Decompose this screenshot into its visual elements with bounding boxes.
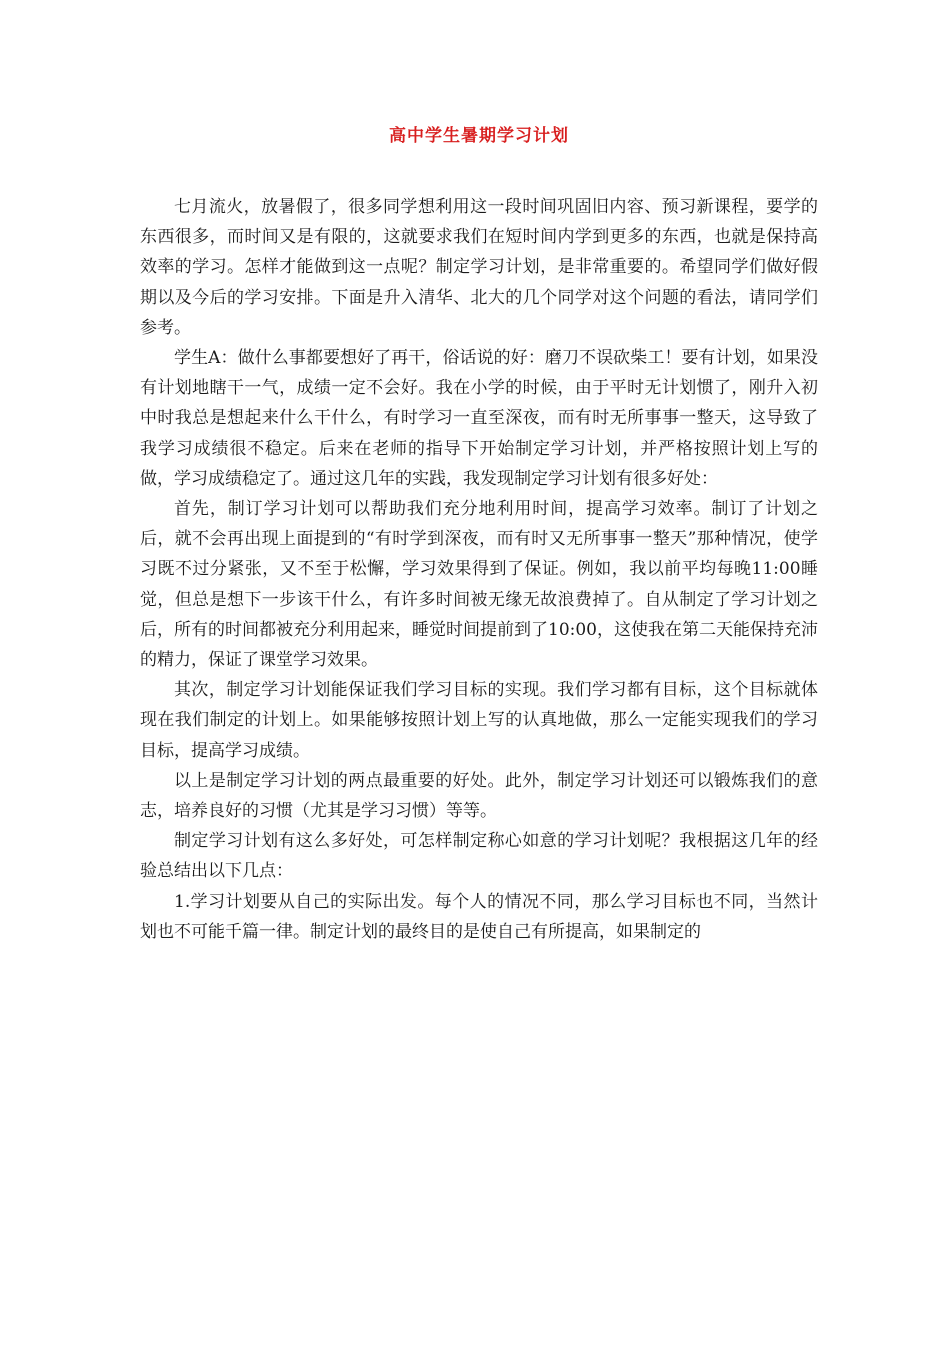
paragraph-other-benefits: 以上是制定学习计划的两点最重要的好处。此外，制定学习计划还可以锻炼我们的意志，培养良好的习惯（尤其是学习习惯）等等。 — [140, 770, 818, 822]
paragraph-student-a: 学生A：做什么事都要想好了再干，俗话说的好：磨刀不误砍柴工！要有计划，如果没有计划地瞎干一气，成绩一定不会好。我在小学的时候，由于平时无计划惯了，刚升入初中时我总是想起来什么干什么，有时学习一直至深夜，而有时无所事事一整天，这导致了我学习成绩很不稳定。后来在老师的指导下开始制定学习计划，并严格按照计划上写的做，学习成绩稳定了。通过这几年的实践，我发现制定学习计划有很多好处： — [140, 348, 818, 489]
document-title: 高中学生暑期学习计划 — [389, 126, 569, 146]
paragraph-second-benefit: 其次，制定学习计划能保证我们学习目标的实现。我们学习都有目标，这个目标就体现在我们制定的计划上。如果能够按照计划上写的认真地做，那么一定能实现我们的学习目标，提高学习成绩。 — [140, 680, 818, 761]
document-page — [0, 124, 950, 1354]
paragraph-first-benefit: 首先，制订学习计划可以帮助我们充分地利用时间，提高学习效率。制订了计划之后，就不会再出现上面提到的“有时学到深夜，而有时又无所事事一整天”那种情况，使学习既不过分紧张，又不至于松懈，学习效果得到了保证。例如，我以前平均每晚11:00睡觉，但总是想下一步该干什么，有许多时间被无缘无故浪费掉了。自从制定了学习计划之后，所有的时间都被充分利用起来，睡觉时间提前到了10:00，这使我在第二天能保持充沛的精力，保证了课堂学习效果。 — [140, 499, 818, 671]
paragraph-how-to-plan: 制定学习计划有这么多好处，可怎样制定称心如意的学习计划呢？我根据这几年的经验总结出以下几点： — [140, 831, 818, 882]
paragraph-intro: 七月流火，放暑假了，很多同学想利用这一段时间巩固旧内容、预习新课程，要学的东西很多，而时间又是有限的，这就要求我们在短时间内学到更多的东西，也就是保持高效率的学习。怎样才能做到这一点呢？制定学习计划，是非常重要的。希望同学们做好假期以及今后的学习安排。下面是升入清华、北大的几个同学对这个问题的看法，请同学们参考。 — [140, 197, 818, 338]
document-body — [140, 192, 818, 947]
paragraph-point-1: 1.学习计划要从自己的实际出发。每个人的情况不同，那么学习目标也不同，当然计划也不可能千篇一律。制定计划的最终目的是使自己有所提高，如果制定的 — [140, 891, 818, 942]
